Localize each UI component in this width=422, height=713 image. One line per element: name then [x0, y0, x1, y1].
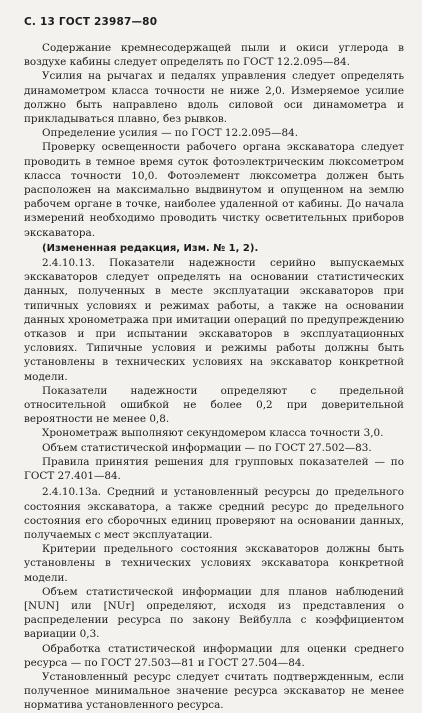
- paragraph-limit-state-criteria: Критерии предельного состояния экскаваторов должны быть установлены в технических условиях экскаватора конкретной модели.: [24, 543, 404, 584]
- paragraph-reliability-error: Показатели надежности определяют с предельной относительной ошибкой не более 0,2 при доверительной вероятности не менее 0,8.: [24, 384, 404, 426]
- paragraph-2-4-10-13a: 2.4.10.13а. Средний и установленный ресурсы до предельного состояния экскаватора, а также средний ресурс до предельного состояния его сборочных единиц проверяют на основании данных, получаемых с мест эксплуатации.: [24, 486, 404, 541]
- paragraph-dust-content: Содержание кремнесодержащей пыли и окиси углерода в воздухе кабины следует определять по ГОСТ 12.2.095—84.: [24, 42, 404, 69]
- paragraph-observation-plans: Объем статистической информации для планов наблюдений [NUN] или [NUr] определяют, исходя из представления о распределении ресурса по закону Вейбулла с коэффициентом вариации 0,3.: [24, 585, 404, 641]
- paragraph-resource-confirmation: Установленный ресурс следует считать подтвержденным, если полученное минимальное значение ресурса экскаватор не менее норматива установленного ресурса.: [24, 670, 404, 712]
- paragraph-statistical-volume: Объем статистической информации — по ГОСТ 27.502—83.: [42, 441, 372, 454]
- paragraph-control-forces: Усилия на рычагах и педалях управления следует определять динамометром класса точности не ниже 2,0. Измеряемое усилие должно быть направлено вдоль силовой оси динамометра и прикладываться плавно, без рывков.: [24, 70, 404, 126]
- paragraph-timing: Хронометраж выполняют секундомером класса точности 3,0.: [42, 427, 384, 440]
- page-header: С. 13 ГОСТ 23987—80: [24, 16, 158, 28]
- paragraph-force-determination: Определение усилия — по ГОСТ 12.2.095—84.: [42, 127, 299, 140]
- paragraph-decision-rules: Правила принятия решения для групповых показателей — по ГОСТ 27.401—84.: [24, 455, 404, 483]
- document-body: [24, 41, 404, 713]
- paragraph-statistical-processing: Обработка статистической информации для оценки среднего ресурса — по ГОСТ 27.503—81 и ГОСТ 27.504—84.: [24, 642, 404, 669]
- paragraph-amended-edition: (Измененная редакция, Изм. № 1, 2).: [42, 242, 259, 254]
- paragraph-2-4-10-13: 2.4.10.13. Показатели надежности серийно выпускаемых экскаваторов следует определять на основании статистических данных, полученных в месте эксплуатации экскаваторов при типичных условиях и режимах работы, а также на основании данных хронометража при имитации операций по предупреждению отказов и при испытании экскаваторов в эксплуатационных условиях. Типичные условия и режимы работы должны быть установлены в технических условиях на экскаватор конкретной модели.: [24, 257, 404, 383]
- paragraph-illumination: Проверку освещенности рабочего органа экскаватора следует проводить в темное время суток фотоэлектрическим люксометром класса точности 10,0. Фотоэлемент люксометра должен быть расположен на максимально выдвинутом и опущенном на землю рабочем органе в точке, наиболее удаленной от кабины. До начала измерений необходимо проводить чистку осветительных приборов экскаватора.: [24, 141, 404, 239]
